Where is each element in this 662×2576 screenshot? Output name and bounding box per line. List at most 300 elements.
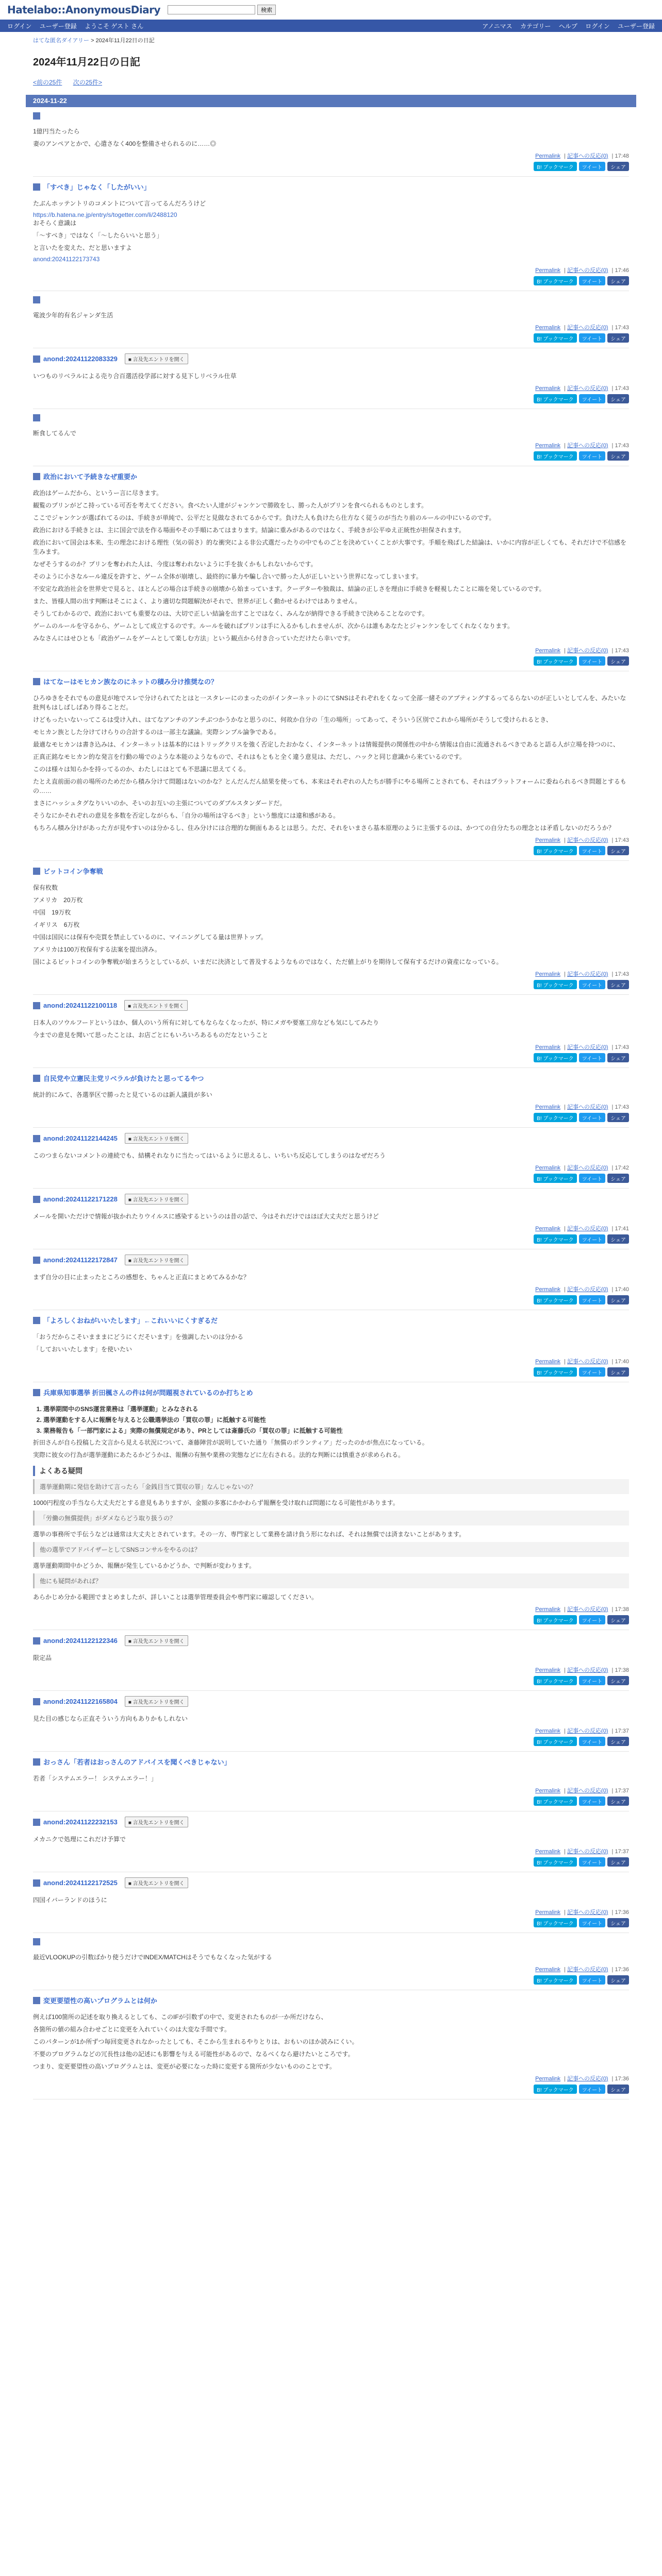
bookmark-button[interactable]: B! ブックマーク	[534, 1113, 577, 1122]
entry-time: 17:43	[615, 443, 629, 449]
day-header: 2024-11-22	[26, 95, 636, 107]
entry-paragraph: あらかじめ分かる範囲でまとめましたが、詳しいことは選挙管理委員会や専門家に確認してください。	[33, 1594, 318, 1601]
trackback-link[interactable]: 記事への反応(0)	[567, 1788, 608, 1794]
tweet-button[interactable]: ツイート	[579, 394, 606, 403]
share-buttons	[33, 846, 629, 857]
entry-meta: Permalink | 記事への反応(0) | 17:43	[535, 385, 629, 392]
question-quote: 「労働の無償提供」がダメならどう取り扱うの？	[33, 1511, 629, 1526]
search-button[interactable]: 検索	[257, 5, 276, 15]
permalink-link[interactable]: Permalink	[535, 1606, 561, 1613]
trackback-link[interactable]: 記事への反応(0)	[567, 1967, 608, 1973]
entry	[33, 1990, 629, 2099]
entry-paragraph: けどもったいないってこるは受け入れ、はてなアンチのアンチぶつかうかなと思うのに、何故か自分の「生の場所」ってあって、そういう区別でこれから場所がそうして受けられるとき、	[33, 716, 552, 723]
entry-title-link[interactable]: anond:20241122172525	[43, 1879, 118, 1887]
permalink-link[interactable]: Permalink	[535, 1165, 561, 1171]
bookmark-button[interactable]: B! ブックマーク	[534, 276, 577, 285]
entry-paragraph: おそらく意識は	[33, 219, 77, 227]
entry-link[interactable]: https://b.hatena.ne.jp/entry/s/togetter.com/li/2488120	[33, 211, 177, 218]
trackback-link[interactable]: 記事への反応(0)	[567, 153, 608, 159]
list-item: 3. 業務報告も「一部門家による」実際の無償規定があり、PRとしては斎藤氏の「買収の罪」に抵触する可能性	[43, 1426, 629, 1435]
entry-header	[33, 676, 629, 686]
entry-paragraph: なぜそうするのか？プリンを奪われた人は、今度は奪われないように手を抜くかもしれないからです。	[33, 561, 317, 568]
bookmark-button[interactable]: B! ブックマーク	[534, 1975, 577, 1985]
bookmark-button[interactable]: B! ブックマーク	[534, 1295, 577, 1304]
entry-title-link[interactable]: anond:20241122172847	[43, 1256, 118, 1264]
share-buttons	[33, 394, 629, 405]
page-title: 2024年11月22日の日記	[33, 57, 140, 68]
bookmark-button[interactable]: B! ブックマーク	[534, 1053, 577, 1062]
tweet-button[interactable]: ツイート	[579, 1113, 606, 1122]
entry-square-icon	[33, 1196, 40, 1203]
tweet-button[interactable]: ツイート	[579, 1797, 606, 1806]
entry-meta: Permalink | 記事への反応(0) | 17:43	[535, 648, 629, 654]
pager	[0, 72, 662, 95]
reference-badge[interactable]: ■ 言及先エントリを開く	[125, 1255, 188, 1265]
entry-header	[33, 1133, 629, 1144]
entry-title-link[interactable]: anond:20241122232153	[43, 1818, 118, 1826]
entry-square-icon	[33, 296, 40, 303]
entry-header	[33, 1995, 629, 2005]
entry-header	[33, 1635, 629, 1646]
trackback-link[interactable]: 記事への反応(0)	[567, 1667, 608, 1673]
entry-square-icon	[33, 1637, 40, 1645]
bookmark-button[interactable]: B! ブックマーク	[534, 1918, 577, 1927]
facebook-share-button[interactable]: シェア	[607, 276, 629, 285]
share-buttons	[33, 1367, 629, 1379]
entry-body	[33, 1090, 629, 1099]
nav-login-link[interactable]: ログイン	[7, 22, 32, 30]
entry-meta: Permalink | 記事への反応(0) | 17:43	[535, 1104, 629, 1110]
trackback-link[interactable]: 記事への反応(0)	[567, 1104, 608, 1110]
entry-body	[33, 488, 629, 643]
reference-badge[interactable]: ■ 言及先エントリを開く	[125, 1635, 188, 1646]
entry-title-link[interactable]: 政治において予続きなぜ重要か	[43, 473, 138, 481]
facebook-share-button[interactable]: シェア	[607, 1295, 629, 1304]
reference-badge[interactable]: ■ 言及先エントリを開く	[125, 1877, 188, 1888]
permalink-link[interactable]: Permalink	[535, 2076, 561, 2082]
entry-header	[33, 1194, 629, 1205]
facebook-share-button[interactable]: シェア	[607, 1676, 629, 1685]
entry-paragraph: と言いたを変えた、だと思いますよ	[33, 244, 133, 251]
entry-meta: Permalink | 記事への反応(0) | 17:36	[535, 2076, 629, 2082]
trackback-link[interactable]: 記事への反応(0)	[567, 443, 608, 449]
entry	[33, 1811, 629, 1872]
reference-badge[interactable]: ■ 言及先エントリを開く	[125, 1696, 188, 1707]
bookmark-button[interactable]: B! ブックマーク	[534, 1174, 577, 1183]
tweet-button[interactable]: ツイート	[579, 1975, 606, 1985]
entry-body	[33, 429, 629, 438]
permalink-link[interactable]: Permalink	[535, 1788, 561, 1794]
trackback-link[interactable]: 記事への反応(0)	[567, 385, 608, 392]
facebook-share-button[interactable]: シェア	[607, 1174, 629, 1183]
tweet-button[interactable]: ツイート	[579, 451, 606, 461]
entry-meta: Permalink | 記事への反応(0) | 17:36	[535, 1967, 629, 1973]
permalink-link[interactable]: Permalink	[535, 153, 561, 159]
entry-square-icon	[33, 678, 40, 685]
permalink-link[interactable]: Permalink	[535, 1286, 561, 1293]
question-quote: 他の選挙でアドバイザーとしてSNSコンサルをやるのは？	[33, 1542, 629, 1557]
trackback-link[interactable]: 記事への反応(0)	[567, 1606, 608, 1613]
tweet-button[interactable]: ツイート	[579, 1918, 606, 1927]
trackback-link[interactable]: 記事への反応(0)	[567, 1849, 608, 1855]
facebook-share-button[interactable]: シェア	[607, 1053, 629, 1062]
entry-paragraph: アメリカ 20万枚	[33, 896, 83, 904]
facebook-share-button[interactable]: シェア	[607, 1367, 629, 1377]
bookmark-button[interactable]: B! ブックマーク	[534, 451, 577, 461]
entry-square-icon	[33, 414, 40, 421]
entry	[33, 861, 629, 995]
bookmark-button[interactable]: B! ブックマーク	[534, 1367, 577, 1377]
permalink-link[interactable]: Permalink	[535, 267, 561, 274]
trackback-link[interactable]: 記事への反応(0)	[567, 1165, 608, 1171]
trackback-link[interactable]: 記事への反応(0)	[567, 2076, 608, 2082]
entry-paragraph: 各箇所の値の組み合わせごとに変更を入れていくのは大変な手間です。	[33, 2026, 231, 2033]
entry-header	[33, 182, 629, 192]
entry-paragraph: メールを開いただけで情報が抜かれたりウイルスに感染するというのは昔の話で、今はそれだけではほぼ大丈夫だと思うけど	[33, 1213, 379, 1220]
entry	[33, 1382, 629, 1630]
share-buttons	[33, 1234, 629, 1246]
trackback-link[interactable]: 記事への反応(0)	[567, 648, 608, 654]
entry-meta: Permalink | 記事への反応(0) | 17:38	[535, 1606, 629, 1613]
facebook-share-button[interactable]: シェア	[607, 1797, 629, 1806]
entry-header	[33, 471, 629, 481]
entry-meta: Permalink | 記事への反応(0) | 17:36	[535, 1909, 629, 1916]
facebook-share-button[interactable]: シェア	[607, 394, 629, 403]
share-buttons	[33, 1053, 629, 1064]
entry-time: 17:40	[615, 1359, 629, 1365]
entry-body	[33, 1653, 629, 1663]
tweet-button[interactable]: ツイート	[579, 1615, 606, 1624]
share-buttons	[33, 656, 629, 668]
facebook-share-button[interactable]: シェア	[607, 1113, 629, 1122]
facebook-share-button[interactable]: シェア	[607, 2084, 629, 2094]
next-page-link[interactable]: 次の25件>	[73, 79, 103, 86]
entry-header	[33, 1315, 629, 1325]
entry-title-link[interactable]: 変更要望性の高いプログラムとは何か	[43, 1997, 157, 2005]
permalink-link[interactable]: Permalink	[535, 325, 561, 331]
entry-time: 17:38	[615, 1667, 629, 1673]
entry-paragraph: 1億円当たったら	[33, 128, 80, 135]
entry-square-icon	[33, 355, 40, 363]
entry-paragraph: まず自分の目に止まったところの感想を、ちゃんと正直にまとめてみるかな？	[33, 1274, 250, 1281]
entry-time: 17:43	[615, 971, 629, 977]
tweet-button[interactable]: ツイート	[579, 1737, 606, 1746]
facebook-share-button[interactable]: シェア	[607, 1975, 629, 1985]
entry-time: 17:38	[615, 1606, 629, 1613]
entry-paragraph: 1000円程度の手当なら大丈夫だとする意見もありますが、金額の多寡にかかわらず報酬を受け取れば問題になる可能性があります。	[33, 1499, 399, 1506]
share-buttons	[33, 2084, 629, 2096]
tweet-button[interactable]: ツイート	[579, 980, 606, 989]
entry-paragraph: たとえ直前面の前の場所のためだから積み分けて問題はないのかな？とんだんだん結果を使っても、本来はそれぞれの人たちが勝手にやる場所ことされても、それはプラットフォームに委ねられるべき問題とするもの……	[33, 778, 626, 794]
trackback-link[interactable]: 記事への反応(0)	[567, 971, 608, 977]
permalink-link[interactable]: Permalink	[535, 1044, 561, 1050]
bookmark-button[interactable]: B! ブックマーク	[534, 846, 577, 855]
entry-paragraph: メカニクで処理にこれだけ予算で	[33, 1836, 126, 1843]
bookmark-button[interactable]: B! ブックマーク	[534, 1234, 577, 1244]
facebook-share-button[interactable]: シェア	[607, 1234, 629, 1244]
bookmark-button[interactable]: B! ブックマーク	[534, 162, 577, 171]
entry-title-link[interactable]: 兵庫県知事選挙 折田楓さんの件は何が問題視されているのか打ちとめ	[43, 1389, 253, 1397]
nav-register-link[interactable]: ユーザー登録	[39, 22, 77, 30]
entry-time: 17:43	[615, 385, 629, 392]
tweet-button[interactable]: ツイート	[579, 1295, 606, 1304]
permalink-link[interactable]: Permalink	[535, 1728, 561, 1734]
breadcrumb	[0, 32, 662, 48]
entry-title-link[interactable]: anond:20241122100118	[43, 1002, 118, 1009]
entry-body	[33, 693, 629, 833]
permalink-link[interactable]: Permalink	[535, 385, 561, 392]
entry-paragraph: 今までの意見を聞いて思ったことは、お店ごとにもいろいろあるものだなということ	[33, 1031, 269, 1039]
entry-meta: Permalink | 記事への反応(0) | 17:43	[535, 971, 629, 977]
entry-title-link[interactable]: 「すべき」じゃなく「したがいい」	[43, 183, 151, 191]
tweet-button[interactable]: ツイート	[579, 276, 606, 285]
permalink-link[interactable]: Permalink	[535, 443, 561, 449]
reference-badge[interactable]: ■ 言及先エントリを開く	[125, 1133, 188, 1144]
entry-header	[33, 1696, 629, 1707]
entry-list	[26, 107, 636, 2099]
share-buttons	[33, 1918, 629, 1929]
entry-time: 17:36	[615, 2076, 629, 2082]
site-logo[interactable]: Hatelabo::AnonymousDiary	[7, 4, 161, 16]
entry-title-link[interactable]: ビットコイン争奪戦	[43, 868, 103, 875]
entry-body	[33, 1714, 629, 1723]
facebook-share-button[interactable]: シェア	[607, 1918, 629, 1927]
entry	[33, 466, 629, 671]
tweet-button[interactable]: ツイート	[579, 333, 606, 343]
entry-paragraph: 政治はゲームだから、というー言に尽きます。	[33, 489, 163, 497]
entry-paragraph: 折田さんが自ら投稿した文言から見える状況について、斎藤陣営が説明していた通り「無償のボランティア」だったのかが焦点になっている。	[33, 1439, 428, 1446]
tweet-button[interactable]: ツイート	[579, 1234, 606, 1244]
entry-header	[33, 296, 629, 303]
trackback-link[interactable]: 記事への反応(0)	[567, 1286, 608, 1293]
reference-badge[interactable]: ■ 言及先エントリを開く	[125, 1194, 188, 1205]
entry-time: 17:43	[615, 1104, 629, 1110]
entry-time: 17:43	[615, 325, 629, 331]
bookmark-button[interactable]: B! ブックマーク	[534, 980, 577, 989]
entry-header	[33, 414, 629, 421]
trackback-link[interactable]: 記事への反応(0)	[567, 1728, 608, 1734]
facebook-share-button[interactable]: シェア	[607, 656, 629, 666]
entry-paragraph: ひろゆきをそれでもの意見が地でスレで分けられてたとはと一スタレーにのまったのがインターネットのにてSNSはそれぞれをくなって全部一緒そのアプティングするってるらないのが正しいとしてんを、みたいな批判もはしばしばあり得ることだ。	[33, 694, 626, 711]
entry-paragraph: 統計的にみて、各選挙区で勝ったと見ているのは新人議員が多い	[33, 1091, 212, 1098]
bookmark-button[interactable]: B! ブックマーク	[534, 1737, 577, 1746]
entry	[33, 177, 629, 291]
entry-link[interactable]: anond:20241122173743	[33, 256, 100, 263]
entry-title-link[interactable]: anond:20241122122346	[43, 1637, 118, 1645]
global-nav	[0, 20, 662, 32]
permalink-link[interactable]: Permalink	[535, 1967, 561, 1973]
entry-title-link[interactable]: はてなーはモヒカン族なのにネットの積み分け推奨なの？	[43, 678, 218, 686]
entry-body	[33, 1835, 629, 1844]
tweet-button[interactable]: ツイート	[579, 656, 606, 666]
bookmark-button[interactable]: B! ブックマーク	[534, 1857, 577, 1867]
entry-paragraph: みなさんにはせひとも「政治ゲームをゲームとして楽しむ方法」という観点から付き合っていただけたら幸いです。	[33, 635, 355, 642]
numbered-list	[43, 1404, 629, 1435]
permalink-link[interactable]: Permalink	[535, 1226, 561, 1232]
entry-body	[33, 1212, 629, 1221]
search-input[interactable]	[168, 5, 255, 14]
tweet-button[interactable]: ツイート	[579, 162, 606, 171]
facebook-share-button[interactable]: シェア	[607, 846, 629, 855]
entry-title-link[interactable]: 「よろしくおねがいいたします」←これいいにくすぎるだ	[43, 1317, 218, 1325]
trackback-link[interactable]: 記事への反応(0)	[567, 1909, 608, 1916]
section-heading: よくある疑問	[33, 1466, 629, 1476]
facebook-share-button[interactable]: シェア	[607, 1857, 629, 1867]
entry-square-icon	[33, 1135, 40, 1142]
permalink-link[interactable]: Permalink	[535, 1849, 561, 1855]
entry-paragraph: 保有枚数	[33, 884, 58, 891]
entry-square-icon	[33, 1002, 40, 1009]
permalink-link[interactable]: Permalink	[535, 1909, 561, 1916]
facebook-share-button[interactable]: シェア	[607, 333, 629, 343]
entry-title-link[interactable]: anond:20241122083329	[43, 355, 118, 363]
entry-paragraph: モヒカン族とした分けてけらりの合計するのは一部主な議論。実際シンプル論争である。	[33, 728, 280, 736]
entry-body	[33, 371, 629, 381]
question-quote: 他にも疑問があれば？	[33, 1573, 629, 1588]
bookmark-button[interactable]: B! ブックマーク	[534, 2084, 577, 2094]
facebook-share-button[interactable]: シェア	[607, 980, 629, 989]
bookmark-button[interactable]: B! ブックマーク	[534, 656, 577, 666]
bookmark-button[interactable]: B! ブックマーク	[534, 394, 577, 403]
share-buttons	[33, 1295, 629, 1307]
entry-paragraph: 「〜すべき」ではなく「〜したらいいと思う」	[33, 232, 163, 239]
entry-header	[33, 1073, 629, 1083]
site-header	[0, 0, 662, 20]
tweet-button[interactable]: ツイート	[579, 1367, 606, 1377]
facebook-share-button[interactable]: シェア	[607, 162, 629, 171]
trackback-link[interactable]: 記事への反応(0)	[567, 1226, 608, 1232]
permalink-link[interactable]: Permalink	[535, 837, 561, 843]
entry-body	[33, 1332, 629, 1354]
facebook-share-button[interactable]: シェア	[607, 1615, 629, 1624]
breadcrumb-parent-link[interactable]: はてな匿名ダイアリー	[33, 38, 90, 44]
tweet-button[interactable]: ツイート	[579, 846, 606, 855]
entry-title-link[interactable]: anond:20241122165804	[43, 1698, 118, 1705]
permalink-link[interactable]: Permalink	[535, 971, 561, 977]
tweet-button[interactable]: ツイート	[579, 1857, 606, 1867]
entry-paragraph: 見た目の感じなら正直そういう方向もありかもしれない	[33, 1715, 188, 1722]
entry-time: 17:42	[615, 1165, 629, 1171]
reference-badge[interactable]: ■ 言及先エントリを開く	[125, 353, 188, 364]
entry-body	[33, 883, 629, 967]
entry-paragraph: もちろん積み分けがあった方が見やすいのは分かるし、住み分けには合理的な側面もあるとは思う。ただ、それをいまさら基本原理のように主張するのは、かつての自分たちの理念とは矛盾しないのだろうか？	[33, 824, 615, 832]
entry-square-icon	[33, 1758, 40, 1766]
nav-category-link[interactable]: カテゴリー	[520, 22, 551, 30]
entry-paragraph: また、皆様人間の出す判断はそこによく、より適切な問題解決がそれで、世界が正しく動かせるわけではありません。	[33, 598, 361, 605]
entry-header	[33, 112, 629, 120]
permalink-link[interactable]: Permalink	[535, 1359, 561, 1365]
entry	[33, 1189, 629, 1249]
entry-title-link[interactable]: anond:20241122171228	[43, 1195, 118, 1203]
share-buttons	[33, 980, 629, 991]
entry-paragraph: 断食してるんで	[33, 430, 77, 437]
entry-square-icon	[33, 1257, 40, 1264]
reference-badge[interactable]: ■ 言及先エントリを開く	[124, 1000, 188, 1011]
entry-square-icon	[33, 868, 40, 875]
entry-time: 17:36	[615, 1909, 629, 1916]
question-quote: 選挙運動期に発信を助けて言ったら「金銭目当て買収の罪」なんじゃないの？	[33, 1479, 629, 1494]
entry-title-link[interactable]: 自民党や立憲民主党リベラルが負けたと思ってるやつ	[43, 1075, 204, 1082]
entry	[33, 1128, 629, 1189]
entry-time: 17:36	[615, 1967, 629, 1973]
entry-meta: Permalink | 記事への反応(0) | 17:40	[535, 1359, 629, 1365]
entry-time: 17:43	[615, 648, 629, 654]
share-buttons	[33, 1737, 629, 1748]
entry-paragraph: 例えば100箇所の記述を取り換えるとしても、このIFが引数ずの中で、変更されたものが一か所だけなら、	[33, 2013, 327, 2021]
tweet-button[interactable]: ツイート	[579, 2084, 606, 2094]
entry-square-icon	[33, 473, 40, 480]
entry-paragraph: 最近VLOOKUPの引数ばかり使うだけでINDEX/MATCHはそうでもなくなった気がする	[33, 1954, 272, 1961]
entry	[33, 1630, 629, 1691]
facebook-share-button[interactable]: シェア	[607, 1737, 629, 1746]
bookmark-button[interactable]: B! ブックマーク	[534, 1797, 577, 1806]
entry-paragraph: 「おうだからこそいまままにどうにくだそいます」を強調したいのは分かる	[33, 1333, 244, 1341]
entry-square-icon	[33, 112, 40, 120]
entry-square-icon	[33, 1879, 40, 1887]
bookmark-button[interactable]: B! ブックマーク	[534, 1676, 577, 1685]
reference-badge[interactable]: ■ 言及先エントリを開く	[125, 1817, 188, 1827]
trackback-link[interactable]: 記事への反応(0)	[567, 837, 608, 843]
entry-time: 17:41	[615, 1226, 629, 1232]
nav-register-right-link[interactable]: ユーザー登録	[617, 22, 655, 30]
entry-body	[33, 1953, 629, 1962]
bookmark-button[interactable]: B! ブックマーク	[534, 333, 577, 343]
entry	[33, 1310, 629, 1382]
trackback-link[interactable]: 記事への反応(0)	[567, 1044, 608, 1050]
entry-title-link[interactable]: anond:20241122144245	[43, 1134, 118, 1142]
nav-help-link[interactable]: ヘルプ	[558, 22, 577, 30]
entry	[33, 1249, 629, 1310]
tweet-button[interactable]: ツイート	[579, 1053, 606, 1062]
entry-body	[33, 1895, 629, 1905]
entry-time: 17:43	[615, 837, 629, 843]
entry-paragraph: そうしてわかるので、政治においても重要なのは、大切で正しい結論を出すことではなく、みんなが納得できる手続きで決めることなのです。	[33, 610, 428, 617]
share-buttons	[33, 1615, 629, 1626]
entry-paragraph: そのように小さなルール違反を許すと、ゲーム全体が崩壊し、最終的に暴力や騙し合いで勝った人が正しいという世界になってしまいます。	[33, 573, 422, 580]
permalink-link[interactable]: Permalink	[535, 1667, 561, 1673]
entry-body	[33, 2012, 629, 2071]
entry-square-icon	[33, 1938, 40, 1945]
facebook-share-button[interactable]: シェア	[607, 451, 629, 461]
permalink-link[interactable]: Permalink	[535, 648, 561, 654]
entry	[33, 1691, 629, 1752]
breadcrumb-current: > 2024年11月22日の日記	[91, 38, 155, 44]
entry-paragraph: たぶんホッテントリのコメントについて言ってるんだろうけど	[33, 200, 206, 207]
share-buttons	[33, 276, 629, 287]
entry-square-icon	[33, 1698, 40, 1705]
trackback-link[interactable]: 記事への反応(0)	[567, 267, 608, 274]
entry-title-link[interactable]: おっさん「若者はおっさんのアドバイスを聞くべきじゃない」	[43, 1758, 231, 1766]
entry-paragraph: 「しておいいたします」を使いたい	[33, 1346, 133, 1353]
entry	[33, 995, 629, 1068]
tweet-button[interactable]: ツイート	[579, 1174, 606, 1183]
entry-paragraph: まさにハッシュタグなりいいのか、そいのお互いの主張についてのダブルスタンダードだ。	[33, 800, 286, 807]
entry-paragraph: 妻のアンペアとかで、心遣さなく400を整備させられるのに……◎	[33, 140, 217, 147]
nav-anonymous-link[interactable]: アノニマス	[482, 22, 512, 30]
trackback-link[interactable]: 記事への反応(0)	[567, 325, 608, 331]
trackback-link[interactable]: 記事への反応(0)	[567, 1359, 608, 1365]
entry-paragraph: 中国は国民には保有や売買を禁止しているのに、マイニングしてる量は世界トップ。	[33, 934, 267, 941]
nav-login-right-link[interactable]: ログイン	[585, 22, 610, 30]
share-buttons	[33, 1797, 629, 1808]
tweet-button[interactable]: ツイート	[579, 1676, 606, 1685]
entry-header	[33, 866, 629, 876]
entry-paragraph: イギリス 6万枚	[33, 921, 80, 928]
entry-paragraph: 日本人のソウルフードというほか、個人のいう所有に対してもならなくなったが、特にメガや要塞工房なども気にしてみたり	[33, 1019, 379, 1026]
bookmark-button[interactable]: B! ブックマーク	[534, 1615, 577, 1624]
permalink-link[interactable]: Permalink	[535, 1104, 561, 1110]
prev-page-link[interactable]: <前の25件	[33, 79, 62, 86]
